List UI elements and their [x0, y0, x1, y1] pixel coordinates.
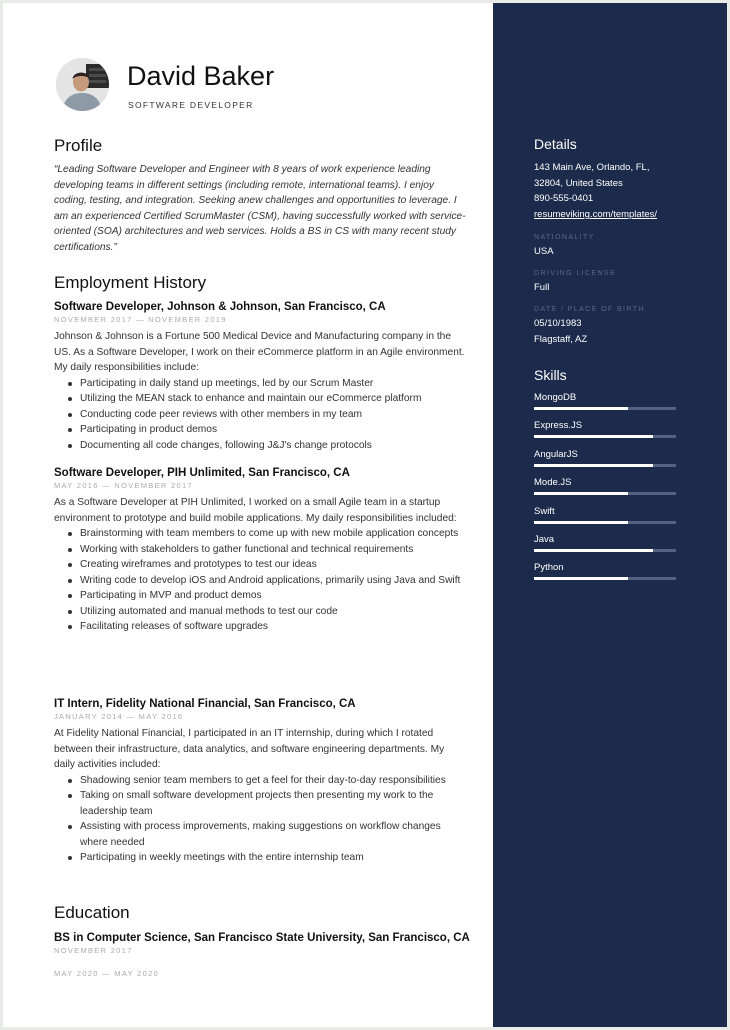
job-description: Johnson & Johnson is a Fortune 500 Medical Device and Manufacturing company in the US. As a Software Developer, I work on their eCommerce platform in an Agile environment. My daily responsibilities include:	[54, 331, 465, 373]
skill-item	[534, 420, 676, 438]
skill-bar	[534, 435, 676, 438]
job-title: Software Developer, Johnson & Johnson, San Francisco, CA	[54, 301, 386, 313]
job-bullet: Utilizing automated and manual methods to test our code	[54, 604, 466, 620]
skill-item	[534, 392, 676, 410]
education-heading: Education	[54, 903, 130, 922]
skill-item	[534, 449, 676, 467]
education-entry	[54, 932, 470, 978]
details-heading: Details	[534, 136, 577, 152]
education-date: NOVEMBER 2017	[54, 946, 133, 955]
job-dates: MAY 2016 — NOVEMBER 2017	[54, 481, 193, 490]
license-label: DRIVING LICENSE	[534, 270, 617, 277]
profile-heading: Profile	[54, 136, 103, 155]
avatar	[56, 58, 109, 111]
job-bullet-list	[54, 376, 466, 454]
skill-bar-fill	[534, 435, 653, 438]
job-description: At Fidelity National Financial, I participated in an IT internship, during which I rotated between their infrastructure, data analytics, and software engineering departments. My daily activities included:	[54, 728, 445, 770]
job-bullet-list	[54, 773, 466, 866]
skill-item	[534, 562, 676, 580]
job-bullet: Writing code to develop iOS and Android applications, primarily using Java and Swift	[54, 573, 466, 589]
skills-heading: Skills	[534, 367, 567, 383]
job-bullet: Conducting code peer reviews with other members in my team	[54, 407, 466, 423]
skill-name: Python	[534, 562, 564, 573]
skill-bar	[534, 577, 676, 580]
skill-name: Mode.JS	[534, 477, 572, 488]
job-bullet: Participating in weekly meetings with the entire internship team	[54, 850, 466, 866]
skill-bar	[534, 549, 676, 552]
employment-heading: Employment History	[54, 273, 207, 292]
job-bullet: Brainstorming with team members to come up with new mobile application concepts	[54, 526, 466, 542]
job-bullet: Participating in MVP and product demos	[54, 588, 466, 604]
skill-name: MongoDB	[534, 392, 577, 403]
skill-name: Java	[534, 534, 555, 545]
nationality-label: NATIONALITY	[534, 234, 595, 241]
job-bullet: Participating in product demos	[54, 422, 466, 438]
birth-label: DATE / PLACE OF BIRTH	[534, 306, 645, 313]
job-bullet: Documenting all code changes, following J&J's change protocols	[54, 438, 466, 454]
job-description: As a Software Developer at PIH Unlimited, I worked on a small Agile team in a startup environment to prototype and build mobile applications. My daily responsibilities included:	[54, 497, 457, 524]
sidebar	[493, 3, 727, 1027]
skill-bar	[534, 464, 676, 467]
job-bullet-list	[54, 526, 466, 635]
website-link[interactable]: resumeviking.com/templates/	[534, 209, 658, 220]
skill-item	[534, 506, 676, 524]
skill-bar-fill	[534, 407, 628, 410]
job-title: IT Intern, Fidelity National Financial, San Francisco, CA	[54, 698, 356, 710]
skill-item	[534, 534, 676, 552]
phone-number: 890-555-0401	[534, 193, 594, 204]
skill-bar-fill	[534, 577, 628, 580]
job-bullet: Taking on small software development projects then presenting my work to the leadership team	[54, 788, 466, 819]
skill-bar-fill	[534, 492, 628, 495]
job-entry	[54, 301, 466, 453]
job-entry	[54, 698, 466, 866]
birth-place: Flagstaff, AZ	[534, 334, 588, 345]
address-line-2: 32804, United States	[534, 178, 623, 189]
job-bullet: Shadowing senior team members to get a feel for their day-to-day responsibilities	[54, 773, 466, 789]
job-bullet: Utilizing the MEAN stack to enhance and maintain our eCommerce platform	[54, 391, 466, 407]
job-bullet: Assisting with process improvements, making suggestions on workflow changes where needed	[54, 819, 466, 850]
job-bullet: Working with stakeholders to gather functional and technical requirements	[54, 542, 466, 558]
skill-bar	[534, 492, 676, 495]
education-date-range: MAY 2020 — MAY 2020	[54, 969, 160, 978]
skill-item	[534, 477, 676, 495]
job-entry	[54, 467, 466, 635]
nationality-value: USA	[534, 246, 554, 257]
education-degree: BS in Computer Science, San Francisco State University, San Francisco, CA	[54, 932, 470, 944]
skill-name: Express.JS	[534, 420, 583, 431]
job-title: Software Developer, PIH Unlimited, San Francisco, CA	[54, 467, 350, 479]
avatar-photo	[56, 58, 109, 111]
skill-bar-fill	[534, 464, 653, 467]
profile-text: “Leading Software Developer and Engineer with 8 years of work experience leading developing teams in different settings (including remote, international teams). I enjoy coding, testing, and integration. Seeking anew challenges and opportunities to leverage. I am an experienced Certified ScrumMaster (CSM), having successfully worked with service-oriented (SOA) architectures and web services. Holds a BS in CS with many recent study certifications.”	[54, 164, 466, 253]
skill-bar-fill	[534, 521, 628, 524]
job-dates: NOVEMBER 2017 — NOVEMBER 2019	[54, 315, 227, 324]
skill-bar	[534, 521, 676, 524]
resume-page	[3, 3, 727, 1027]
birth-date: 05/10/1983	[534, 318, 582, 329]
skill-name: Swift	[534, 506, 555, 517]
skill-bar-fill	[534, 549, 653, 552]
candidate-title: SOFTWARE DEVELOPER	[128, 100, 254, 110]
job-bullet: Participating in daily stand up meetings, led by our Scrum Master	[54, 376, 466, 392]
skill-name: AngularJS	[534, 449, 578, 460]
job-bullet: Facilitating releases of software upgrades	[54, 619, 466, 635]
job-bullet: Creating wireframes and prototypes to test our ideas	[54, 557, 466, 573]
address-line-1: 143 Main Ave, Orlando, FL,	[534, 162, 650, 173]
skill-bar	[534, 407, 676, 410]
job-dates: JANUARY 2014 — MAY 2016	[54, 712, 184, 721]
license-value: Full	[534, 282, 550, 293]
candidate-name: David Baker	[127, 61, 275, 91]
